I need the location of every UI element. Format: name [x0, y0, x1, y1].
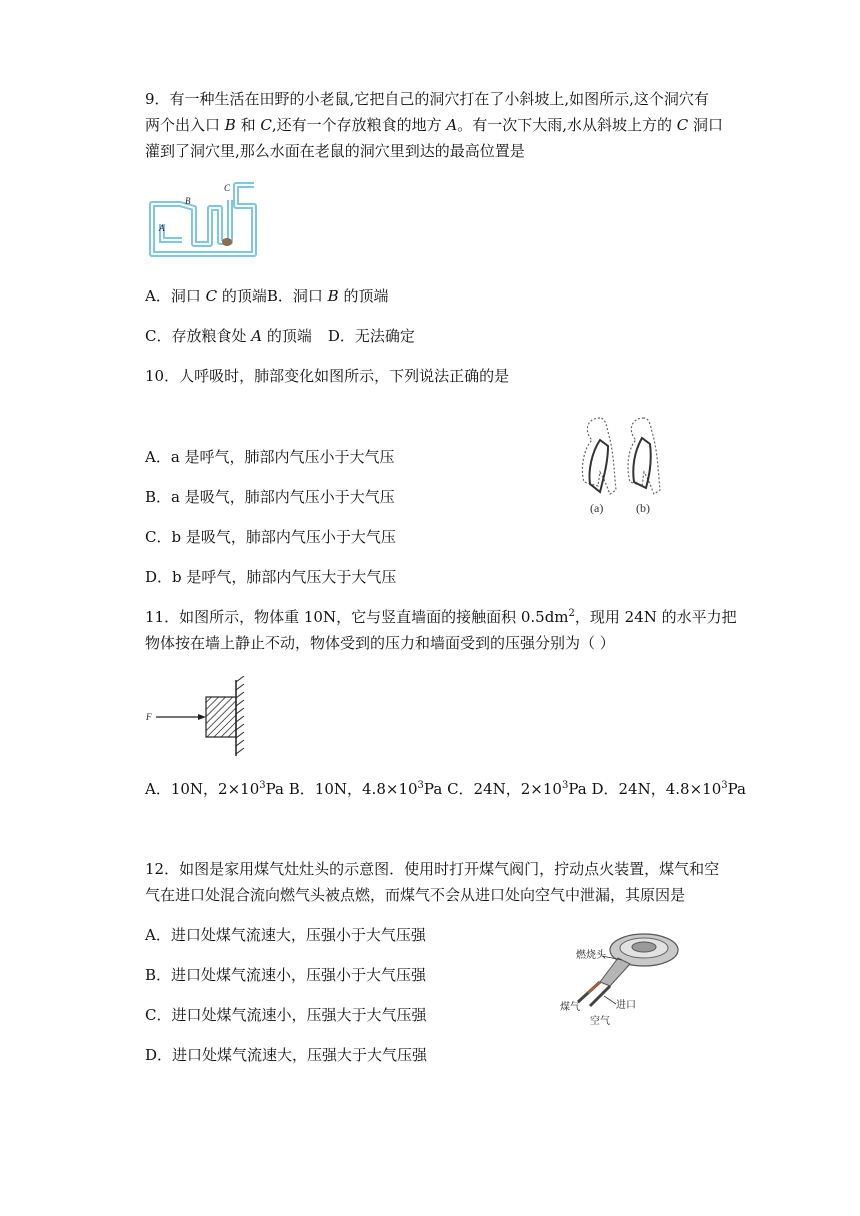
stove-label-burner: 燃烧头: [576, 950, 606, 961]
figure-label-c: C: [224, 183, 231, 193]
q9-stem-line2: 两个出入口 B 和 C,还有一个存放粮食的地方 A。有一次下大雨,水从斜坡上方的 C 洞口: [145, 116, 724, 134]
lung-label-a: (a): [590, 501, 604, 515]
mouse-burrow-figure: [140, 180, 265, 262]
lung-label-b: (b): [636, 501, 650, 515]
q10-option-a: A．a 是呼气，肺部内气压小于大气压: [145, 448, 395, 466]
figure-label-a: A: [159, 223, 165, 233]
q12-stem-line2: 气在进口处混合流向燃气头被点燃，而煤气不会从进口处向空气中泄漏，其原因是: [145, 886, 686, 904]
q9-stem-line3: 灌到了洞穴里,那么水面在老鼠的洞穴里到达的最高位置是: [145, 142, 525, 160]
q12-option-c: C．进口处煤气流速小，压强大于大气压强: [145, 1006, 427, 1024]
q11-stem-line2: 物体按在墙上静止不动，物体受到的压力和墙面受到的压强分别为（ ）: [145, 634, 615, 652]
q12-option-b: B．进口处煤气流速小，压强小于大气压强: [145, 966, 427, 984]
q10-stem: 10．人呼吸时，肺部变化如图所示，下列说法正确的是: [145, 367, 510, 385]
q12-stem-line1: 12．如图是家用煤气灶灶头的示意图．使用时打开煤气阀门，拧动点火装置，煤气和空: [145, 860, 720, 878]
stove-label-inlet: 进口: [616, 1000, 636, 1011]
lung-figure: [578, 412, 670, 520]
q12-option-d: D．进口处煤气流速大，压强大于大气压强: [145, 1046, 428, 1064]
gas-stove-figure: [560, 930, 690, 1026]
q12-option-a: A．进口处煤气流速大，压强小于大气压强: [145, 926, 426, 944]
mouse-icon: [222, 238, 232, 246]
figure-label-b: B: [185, 196, 191, 206]
q11-stem-line1: 11．如图所示，物体重 10N，它与竖直墙面的接触面积 $0.5dm^2$，现用 24N 的水平力把: [145, 608, 737, 626]
stove-label-air: 空气: [590, 1016, 610, 1026]
wall-force-figure: [140, 676, 260, 756]
force-label: F: [146, 712, 152, 722]
stove-label-gas: 煤气: [560, 1002, 580, 1013]
q9-stem-line1: 9．有一种生活在田野的小老鼠,它把自己的洞穴打在了小斜坡上,如图所示,这个洞穴有: [145, 90, 709, 108]
q10-option-d: D．b 是呼气，肺部内气压大于大气压: [145, 568, 397, 586]
q9-options-ab: A．洞口 C 的顶端B．洞口 B 的顶端: [145, 287, 389, 305]
q10-option-b: B．a 是吸气，肺部内气压小于大气压: [145, 488, 395, 506]
q9-options-cd: C．存放粮食处 A 的顶端 D．无法确定: [145, 327, 415, 345]
q11-options: A．10N，$2\times 10^3Pa$ B．10N，$4.8\times 10^3Pa$ C．24N，$2\times 10^3Pa$ D．24N，$4.8\times 10^3Pa$: [145, 780, 746, 798]
q10-option-c: C．b 是吸气，肺部内气压小于大气压: [145, 528, 396, 546]
